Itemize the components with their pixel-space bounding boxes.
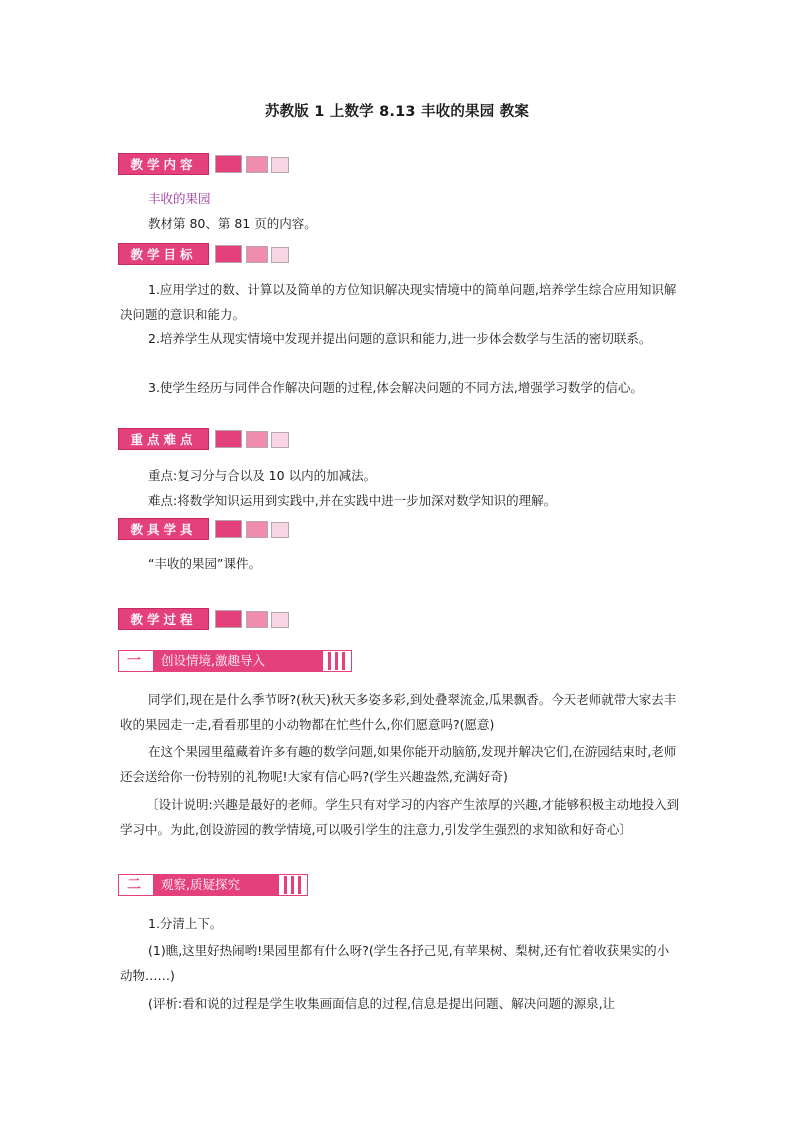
decor-square — [271, 522, 289, 538]
section-label: 教学内容 — [118, 153, 209, 175]
goal-item-1: 1.应用学过的数、计算以及简单的方位知识解决现实情境中的简单问题,培养学生综合应用知识解决问题的意识和能力。 — [120, 282, 677, 322]
section-label: 教学目标 — [118, 243, 209, 265]
decor-square — [246, 431, 268, 448]
decor-square — [271, 612, 289, 628]
decor-square — [271, 157, 289, 173]
decor-bar — [328, 652, 331, 670]
decor-bar — [284, 876, 287, 894]
step-header-1 — [118, 650, 352, 672]
decor-square — [215, 155, 242, 173]
step2-paragraph-3: (评析:看和说的过程是学生收集画面信息的过程,信息是提出问题、解决问题的源泉,让 — [148, 996, 616, 1011]
step-number: 二 — [119, 875, 149, 895]
decor-square — [246, 521, 268, 538]
step-title: 创设情境,激趣导入 — [153, 651, 323, 671]
step-title: 观察,质疑探究 — [153, 875, 279, 895]
decor-bar — [298, 876, 301, 894]
section-label: 教学过程 — [118, 608, 209, 630]
key-point-text: 重点:复习分与合以及 10 以内的加减法。 — [148, 468, 377, 483]
content-subtitle: 丰收的果园 — [148, 191, 211, 206]
step1-paragraph-2: 在这个果园里蕴藏着许多有趣的数学问题,如果你能开动脑筋,发现并解决它们,在游园结束时,老师还会送给你一份特别的礼物呢!大家有信心吗?(学生兴趣盎然,充满好奇) — [120, 744, 677, 784]
decor-square — [215, 245, 242, 263]
decor-square — [271, 432, 289, 448]
document-title: 苏教版 1 上数学 8.13 丰收的果园 教案 — [264, 104, 530, 120]
step1-paragraph-1: 同学们,现在是什么季节呀?(秋天)秋天多姿多彩,到处叠翠流金,瓜果飘香。今天老师就带大家去丰收的果园走一走,看看那里的小动物都在忙些什么,你们愿意吗?(愿意) — [120, 692, 677, 732]
goal-item-3: 3.使学生经历与同伴合作解决问题的过程,体会解决问题的不同方法,增强学习数学的信心。 — [148, 380, 643, 395]
section-label: 重点难点 — [118, 428, 209, 450]
decor-square — [246, 156, 268, 173]
step2-paragraph-2: (1)瞧,这里好热闹哟!果园里都有什么呀?(学生各抒己见,有苹果树、梨树,还有忙着收获果实的小动物……) — [120, 943, 670, 983]
decor-square — [271, 247, 289, 263]
content-text: 教材第 80、第 81 页的内容。 — [148, 216, 317, 231]
step-number: 一 — [119, 651, 149, 671]
goal-item-2: 2.培养学生从现实情境中发现并提出问题的意识和能力,进一步体会数学与生活的密切联系。 — [148, 331, 652, 346]
difficulty-text: 难点:将数学知识运用到实践中,并在实践中进一步加深对数学知识的理解。 — [148, 493, 557, 508]
step-header-2 — [118, 874, 308, 896]
decor-bar — [291, 876, 294, 894]
decor-square — [246, 246, 268, 263]
step1-design-note: 〔设计说明:兴趣是最好的老师。学生只有对学习的内容产生浓厚的兴趣,才能够积极主动地投入到学习中。为此,创设游园的教学情境,可以吸引学生的注意力,引发学生强烈的求知欲和好奇心〕 — [120, 797, 680, 837]
decor-bar — [342, 652, 345, 670]
decor-square — [215, 610, 242, 628]
step2-paragraph-1: 1.分清上下。 — [148, 916, 223, 931]
section-label: 教具学具 — [118, 518, 209, 540]
decor-square — [215, 520, 242, 538]
decor-square — [215, 430, 242, 448]
decor-square — [246, 611, 268, 628]
tools-text: “丰收的果园”课件。 — [148, 556, 261, 571]
decor-bar — [335, 652, 338, 670]
